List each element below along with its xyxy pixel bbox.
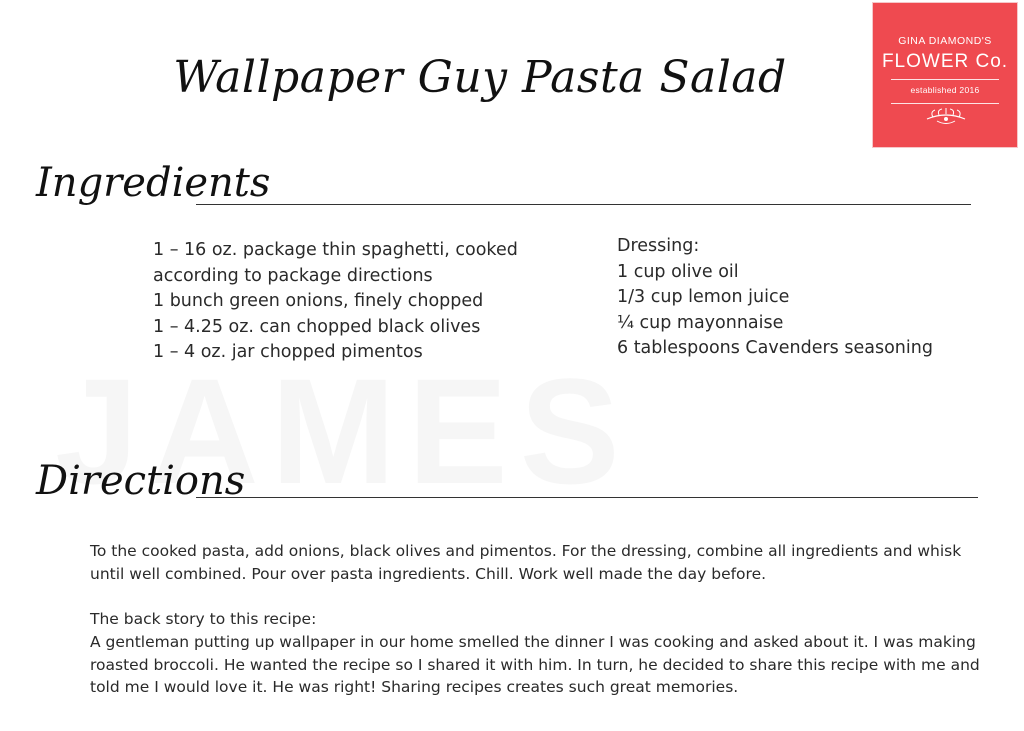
ingredients-list bbox=[153, 238, 573, 366]
directions-heading: Directions bbox=[36, 458, 246, 504]
dressing-label: Dressing: bbox=[617, 236, 700, 256]
list-item: 1 cup olive oil bbox=[617, 261, 739, 282]
logo-established: established 2016 bbox=[910, 85, 980, 95]
list-item: 1 – 16 oz. package thin spaghetti, cooked bbox=[153, 240, 518, 260]
directions-paragraph: To the cooked pasta, add onions, black olives and pimentos. For the dressing, combine all ingredients and whisk until well combined. Pour over pasta ingredients. Chill. Work well made the day before. bbox=[90, 542, 962, 583]
logo-company-name: FLOWER Co. bbox=[881, 51, 1009, 72]
list-item: according to package directions bbox=[153, 265, 433, 286]
logo-divider bbox=[891, 103, 999, 104]
backstory-label: The back story to this recipe: bbox=[90, 610, 317, 628]
ingredients-heading: Ingredients bbox=[36, 160, 271, 206]
logo-divider bbox=[891, 79, 999, 80]
list-item: 1 – 4.25 oz. can chopped black olives bbox=[153, 316, 481, 337]
dressing-list bbox=[617, 234, 977, 362]
floral-sprig-icon bbox=[923, 107, 969, 127]
list-item: 1 – 4 oz. jar chopped pimentos bbox=[153, 342, 423, 362]
list-item: ¼ cup mayonnaise bbox=[617, 312, 784, 333]
list-item: 1 bunch green onions, finely chopped bbox=[153, 291, 484, 311]
brand-logo bbox=[872, 2, 1018, 148]
logo-owner-name: GINA DIAMOND'S bbox=[898, 35, 992, 47]
backstory-paragraph: A gentleman putting up wallpaper in our home smelled the dinner I was cooking and asked about it. I was making roasted broccoli. He wanted the recipe so I shared it with him. In turn, he decided to share this recipe with me and told me I would love it. He was right! Sharing recipes creates such great memories. bbox=[90, 633, 980, 696]
list-item: 6 tablespoons Cavenders seasoning bbox=[617, 338, 933, 358]
recipe-title: Wallpaper Guy Pasta Salad bbox=[173, 52, 787, 103]
ingredients-underline bbox=[196, 204, 971, 205]
list-item: 1/3 cup lemon juice bbox=[617, 287, 790, 307]
directions-underline bbox=[196, 497, 978, 498]
